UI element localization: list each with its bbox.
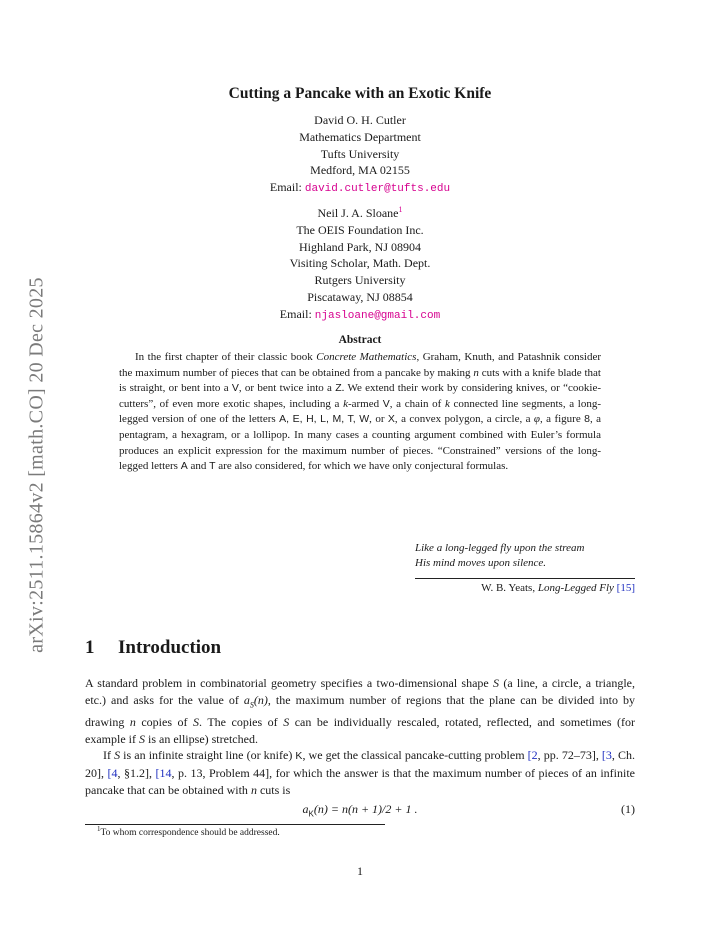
footnote: $^1$To whom correspondence should be addressed. bbox=[97, 824, 280, 838]
affiliation-line: Tufts University bbox=[320, 146, 400, 161]
author-block-2 bbox=[0, 205, 720, 325]
email-link[interactable]: david.cutler@tufts.edu bbox=[304, 183, 451, 196]
intro-text bbox=[85, 675, 635, 798]
email-line: Email: david.cutler@tufts.edu bbox=[269, 180, 451, 196]
epigraph-attribution: W. B. Yeats, Long-Legged Fly [15] bbox=[481, 582, 635, 594]
author-block-1 bbox=[0, 112, 720, 198]
affiliation-line: Medford, MA 02155 bbox=[310, 163, 410, 178]
footnote-rule bbox=[85, 824, 385, 825]
citation-link[interactable]: [15] bbox=[616, 582, 635, 594]
affiliation-line: Visiting Scholar, Math. Dept. bbox=[289, 256, 431, 271]
paragraph: If S is an infinite straight line (or knife) K, we get the classical pancake-cutting problem [2, pp. 72–73], [3, Ch. 20], [4, §1.2], [14, p. 13, Problem 44], for which the answer is that the maximum number of pieces of an infinite pancake that can be obtained with n cuts is bbox=[85, 748, 636, 797]
footnote-mark-link[interactable]: 1 bbox=[398, 205, 403, 214]
abstract-heading: Abstract bbox=[338, 334, 382, 346]
affiliation-line: Highland Park, NJ 08904 bbox=[299, 239, 421, 254]
epigraph bbox=[415, 541, 635, 571]
author-name: David O. H. Cutler bbox=[314, 113, 406, 127]
email-line: Email: njasloane@gmail.com bbox=[279, 306, 441, 322]
paragraph: A standard problem in combinatorial geometry specifies a two-dimensional shape S (a line, a circle, a triangle, etc.) and asks for the value of $a_S(n)$, the maximum number of regions that the plane can be divided into by drawing n copies of S. The copies of S can be individually rescaled, rotated, reflected, and sometimes (for example if S is an ellipse) stretched. bbox=[85, 676, 636, 746]
citation-link[interactable]: [14 bbox=[155, 765, 172, 780]
paper-title: Cutting a Pancake with an Exotic Knife bbox=[228, 85, 492, 102]
epigraph-rule bbox=[415, 578, 635, 579]
affiliation-line: Piscataway, NJ 08854 bbox=[307, 289, 413, 304]
page-number: 1 bbox=[357, 864, 363, 878]
abstract-text: In the first chapter of their classic book Concrete Mathematics, Graham, Knuth, and Patashnik consider the maximum number of pieces that can be obtained from a pancake by making n cuts with a knife blade that is straight, or bent into a V, or bent twice into a Z. We extend their work by considering knives, or “cookie-cutters”, of even more exotic shapes, including a k-armed V, a chain of k connected line segments, a long-legged version of one of the letters A, E, H, L, M, T, W, or X, a convex polygon, a circle, a φ, a figure 8, a pentagram, a hexagram, or a lollipop. In many cases a counting argument combined with Euler’s formula produces an explicit expression for the maximum number of pieces. “Constrained” versions of the long-legged letters A and T are also considered, for which we have only conjectural formulas. bbox=[119, 351, 602, 473]
citation-link[interactable]: [4 bbox=[107, 765, 118, 780]
citation-link[interactable]: [3 bbox=[601, 748, 612, 763]
affiliation-line: The OEIS Foundation Inc. bbox=[296, 222, 424, 237]
author-name: Neil J. A. Sloane$^1$ bbox=[317, 205, 403, 220]
affiliation-line: Mathematics Department bbox=[299, 129, 421, 144]
epigraph-line: Like a long-legged fly upon the stream bbox=[415, 542, 585, 554]
affiliation-line: Rutgers University bbox=[314, 273, 406, 288]
arxiv-stamp: arXiv:2511.15864v2 [math.CO] 20 Dec 2025 bbox=[25, 277, 48, 653]
equation-number: (1) bbox=[621, 802, 635, 816]
section-heading: 1 Introduction bbox=[85, 637, 222, 658]
email-link[interactable]: njasloane@gmail.com bbox=[314, 309, 441, 322]
epigraph-line: His mind moves upon silence. bbox=[415, 557, 547, 569]
citation-link[interactable]: [2 bbox=[527, 748, 538, 763]
